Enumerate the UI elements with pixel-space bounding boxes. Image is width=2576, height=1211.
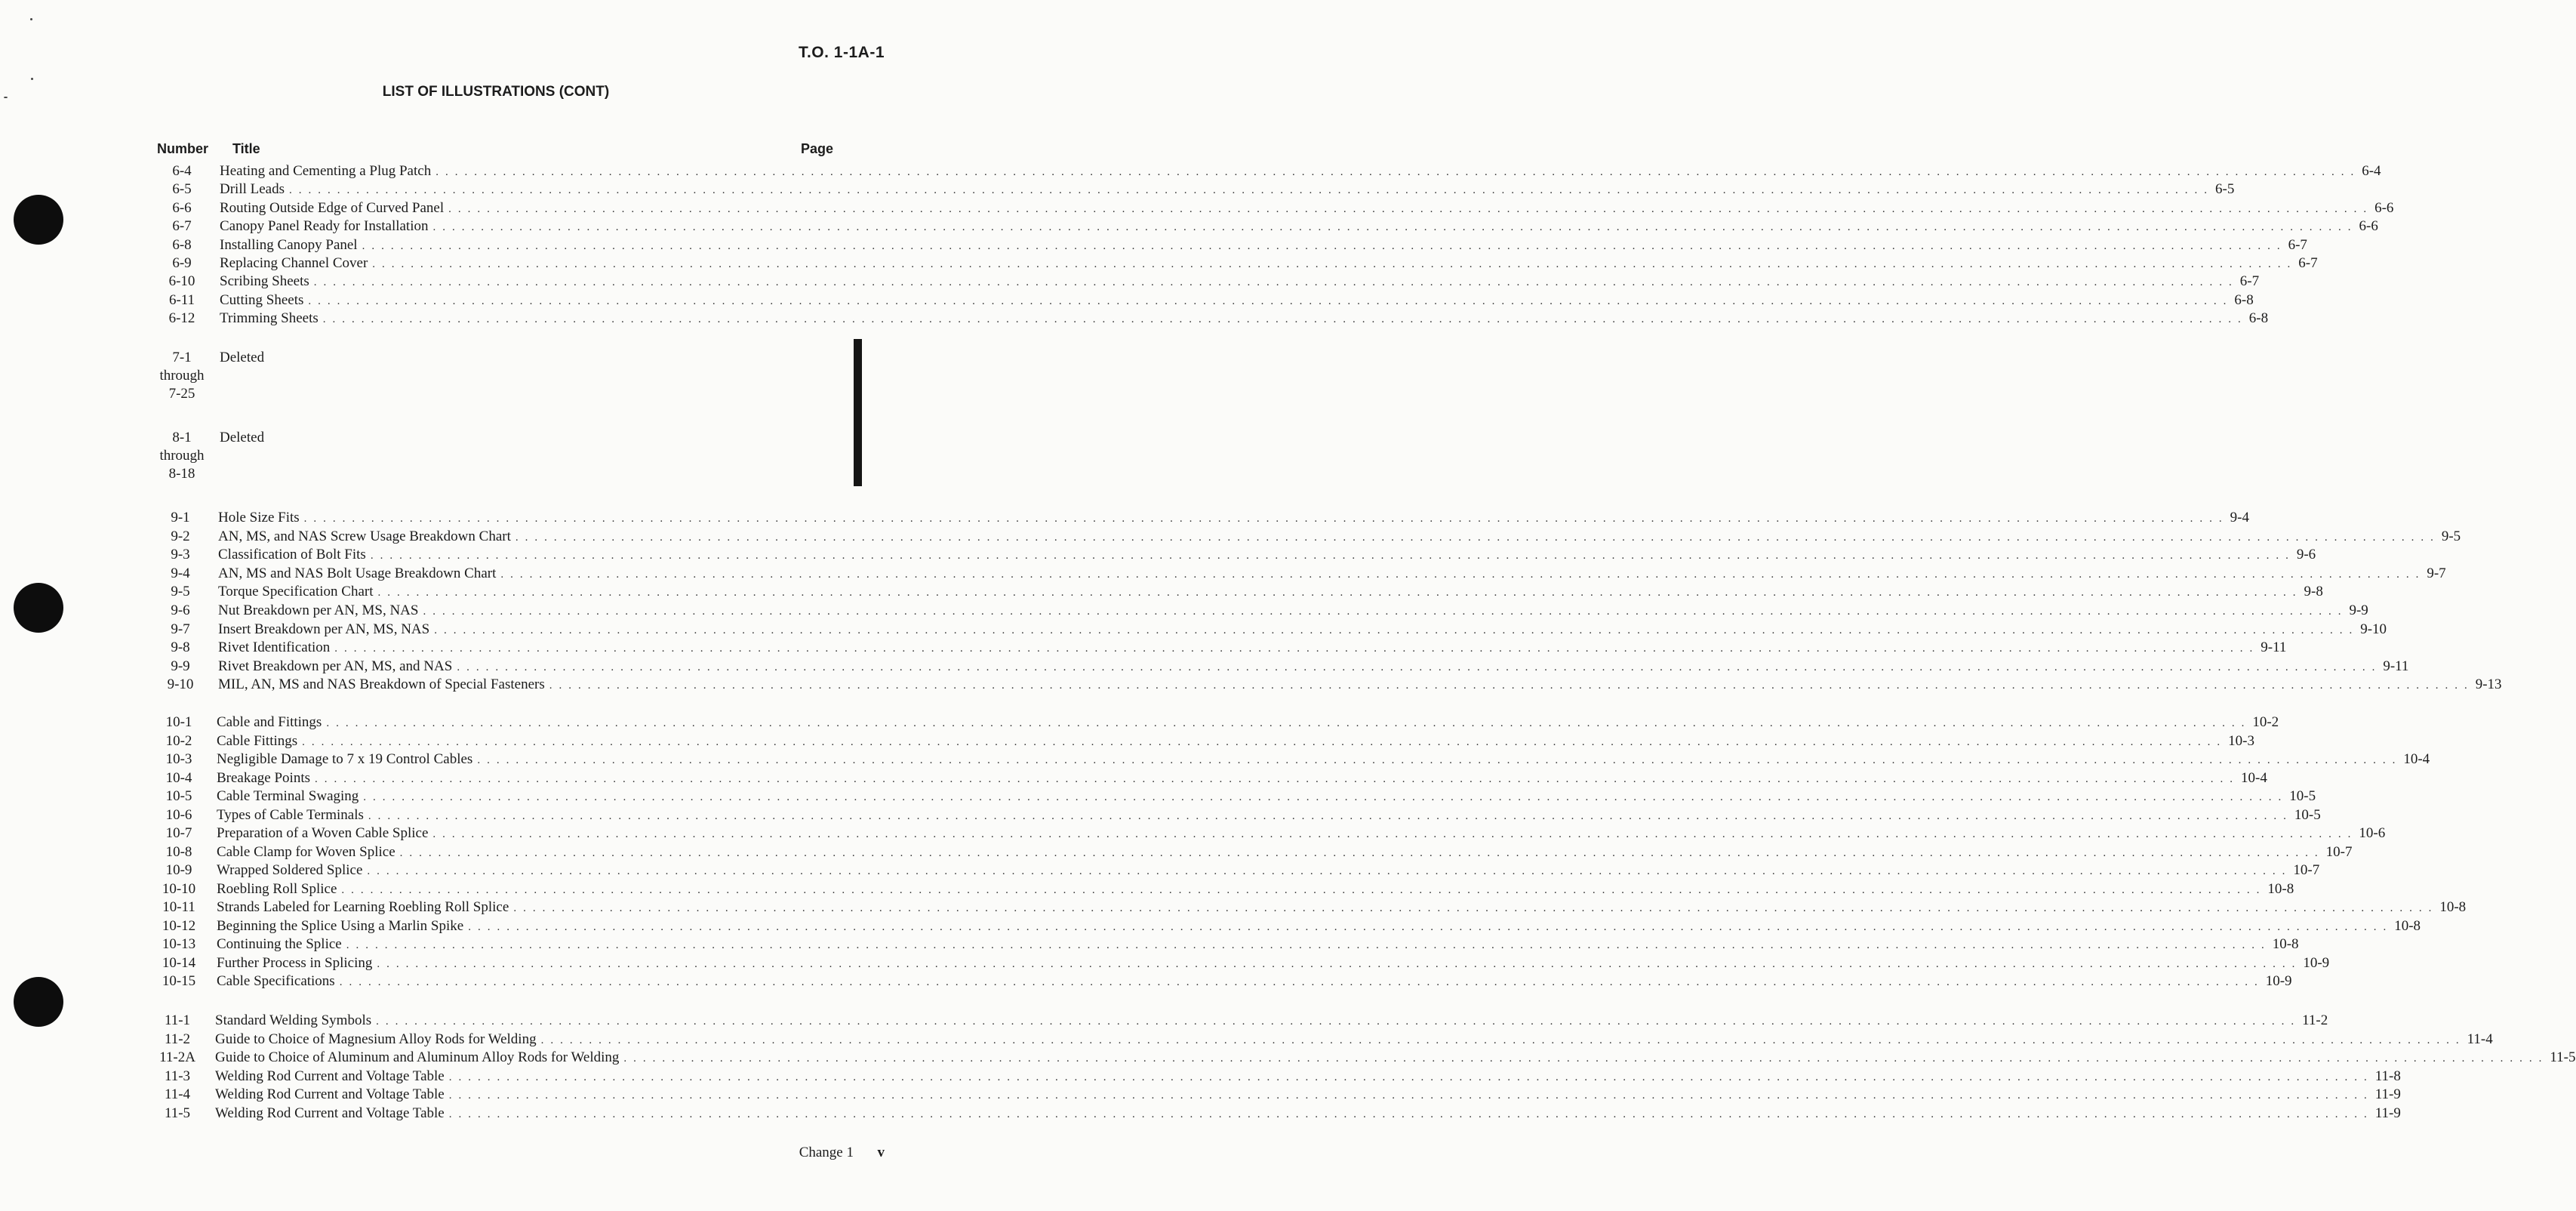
figure-title: Replacing Channel Cover — [220, 255, 368, 271]
entry-line — [220, 310, 2269, 328]
list-item — [148, 217, 2378, 236]
figure-number: 9-4 — [171, 565, 190, 581]
page-title: LIST OF ILLUSTRATIONS (CONT) — [382, 84, 610, 100]
figure-title: Routing Outside Edge of Curved Panel — [220, 199, 445, 216]
page-reference: 10-7 — [2325, 843, 2353, 860]
dot-leader: ........................................................................................................................................................................................................ — [377, 957, 2302, 970]
dot-leader: ........................................................................................................................................................................................................ — [448, 1071, 2374, 1083]
dot-leader: ........................................................................................................................................................................................................ — [623, 1052, 2549, 1065]
list-item — [143, 1086, 2401, 1104]
list-item — [146, 621, 2387, 639]
column-header-title: Title — [232, 141, 260, 156]
figure-number: 9-2 — [171, 528, 190, 544]
dot-leader: ........................................................................................................................................................................................................ — [377, 587, 2303, 599]
entry-line — [215, 1086, 2401, 1105]
list-item — [146, 639, 2287, 657]
figure-number: 11-3 — [164, 1068, 191, 1084]
entry-line — [218, 528, 2461, 547]
figure-title: Cable and Fittings — [217, 714, 322, 730]
figure-number: 6-11 — [168, 291, 195, 308]
entry-line — [217, 732, 2254, 751]
figure-title: Cable Clamp for Woven Splice — [217, 843, 395, 860]
list-item — [146, 676, 2502, 694]
range-start: 7-1 — [172, 350, 192, 365]
dot-leader: ........................................................................................................................................................................................................ — [457, 661, 2382, 673]
figure-number: 10-5 — [165, 788, 192, 804]
page-reference: 11-9 — [2374, 1105, 2401, 1121]
entry-line — [217, 824, 2386, 843]
dot-leader: ........................................................................................................................................................................................................ — [308, 294, 2233, 307]
figure-title: Preparation of a Woven Cable Splice — [217, 825, 429, 841]
figure-number: 10-15 — [162, 973, 196, 989]
entry-line — [215, 1012, 2328, 1031]
page-reference: 6-4 — [2362, 163, 2381, 179]
figure-title: Breakage Points — [217, 769, 311, 786]
list-item — [143, 1049, 2576, 1067]
page-reference: 11-5 — [2550, 1049, 2576, 1066]
figure-title: Welding Rod Current and Voltage Table — [215, 1068, 445, 1084]
figure-title: Standard Welding Symbols — [215, 1012, 372, 1028]
list-item — [145, 917, 2421, 935]
figure-number: 6-9 — [172, 255, 192, 271]
range-through: through — [159, 368, 205, 384]
figure-title: AN, MS, and NAS Screw Usage Breakdown Chart — [218, 528, 511, 544]
list-item — [148, 162, 2381, 180]
list-item — [145, 972, 2292, 991]
list-item — [148, 254, 2318, 273]
dot-leader: ........................................................................................................................................................................................................ — [500, 568, 2426, 581]
document-id: T.O. 1-1A-1 — [798, 44, 885, 61]
page-reference: 10-2 — [2252, 714, 2279, 730]
figure-number: 9-9 — [171, 658, 190, 674]
change-label: Change 1 — [799, 1145, 854, 1160]
entry-line — [218, 639, 2287, 658]
page-reference: 10-7 — [2293, 862, 2320, 878]
list-item — [146, 565, 2446, 583]
figure-number: 9-6 — [171, 602, 190, 618]
list-item — [146, 528, 2461, 546]
page-reference: 10-6 — [2359, 825, 2386, 841]
dot-leader: ........................................................................................................................................................................................................ — [448, 1089, 2374, 1102]
list-item — [145, 787, 2316, 806]
list-item — [145, 769, 2267, 787]
figure-number: 9-8 — [171, 639, 190, 656]
figure-number: 10-12 — [162, 917, 196, 934]
range-through: through — [159, 448, 205, 464]
page-reference: 6-8 — [2248, 310, 2269, 327]
dot-leader: ........................................................................................................................................................................................................ — [346, 939, 2271, 951]
list-item — [148, 291, 2254, 310]
entry-line — [217, 972, 2292, 991]
entry-line — [218, 583, 2323, 602]
range-end: 8-18 — [168, 466, 195, 482]
figure-number: 10-13 — [162, 936, 196, 952]
figure-title: Rivet Breakdown per AN, MS, and NAS — [218, 658, 453, 674]
page-reference: 6-6 — [2374, 199, 2394, 216]
entry-line — [220, 273, 2260, 291]
figure-number: 10-2 — [165, 732, 192, 749]
entry-line — [215, 1068, 2401, 1086]
page-reference: 9-10 — [2360, 621, 2387, 637]
page-reference: 6-6 — [2359, 218, 2378, 235]
dot-leader: ........................................................................................................................................................................................................ — [303, 513, 2229, 525]
dot-leader: ........................................................................................................................................................................................................ — [313, 276, 2239, 289]
dot-leader: ........................................................................................................................................................................................................ — [513, 902, 2439, 914]
entry-line — [218, 621, 2387, 639]
figure-title: Continuing the Splice — [217, 936, 342, 952]
figure-title: Classification of Bolt Fits — [218, 547, 366, 563]
entry-line — [218, 546, 2316, 565]
figure-title: Heating and Cementing a Plug Patch — [220, 163, 432, 179]
figure-title: Further Process in Splicing — [217, 954, 373, 971]
entry-line — [217, 769, 2267, 788]
list-item — [143, 1068, 2401, 1086]
dot-leader: ........................................................................................................................................................................................................ — [341, 883, 2267, 896]
list-item — [145, 954, 2330, 972]
page-reference: 11-8 — [2374, 1068, 2401, 1084]
entry-line — [218, 509, 2249, 528]
dot-leader: ........................................................................................................................................................................................................ — [399, 846, 2325, 859]
entry-line — [217, 880, 2294, 899]
entry-line — [220, 217, 2378, 236]
list-item — [148, 236, 2307, 254]
figure-title: Guide to Choice of Magnesium Alloy Rods for Welding — [215, 1031, 537, 1047]
figure-number: 6-7 — [172, 218, 192, 235]
dot-leader: ........................................................................................................................................................................................................ — [289, 184, 2214, 197]
dot-leader: ........................................................................................................................................................................................................ — [434, 624, 2359, 636]
dot-leader: ........................................................................................................................................................................................................ — [376, 1015, 2301, 1028]
entry-line — [215, 1105, 2401, 1123]
figure-number: 11-4 — [164, 1086, 191, 1103]
figure-number: 10-3 — [165, 751, 192, 767]
figure-title: Wrapped Soldered Splice — [217, 862, 363, 878]
figure-number: 9-1 — [171, 510, 190, 525]
page-reference: 10-4 — [2403, 751, 2430, 767]
figure-title: Welding Rod Current and Voltage Table — [215, 1105, 445, 1121]
figure-title: Canopy Panel Ready for Installation — [220, 218, 429, 235]
list-item — [145, 935, 2299, 954]
page-reference: 6-8 — [2234, 291, 2254, 308]
page-reference: 9-4 — [2230, 510, 2249, 525]
page-reference: 6-7 — [2298, 255, 2318, 271]
entry-line — [215, 1031, 2493, 1049]
entry-line — [220, 254, 2318, 273]
list-item — [146, 602, 2368, 620]
dot-leader: ........................................................................................................................................................................................................ — [370, 550, 2295, 562]
entry-line — [217, 843, 2353, 862]
dot-leader: ........................................................................................................................................................................................................ — [362, 239, 2287, 252]
entry-line — [220, 199, 2394, 218]
list-item — [145, 880, 2294, 898]
column-header-page: Page — [800, 141, 833, 156]
figure-number: 11-5 — [164, 1105, 191, 1121]
dot-leader: ........................................................................................................................................................................................................ — [368, 809, 2293, 822]
page-reference: 10-8 — [2267, 880, 2294, 897]
list-item — [145, 732, 2254, 750]
figure-number: 10-10 — [162, 880, 196, 897]
dot-leader: ........................................................................................................................................................................................................ — [326, 717, 2251, 729]
list-item — [146, 658, 2409, 676]
figure-number: 6-10 — [168, 273, 195, 290]
list-item — [145, 824, 2386, 843]
page-reference: 9-9 — [2349, 602, 2368, 618]
figure-title: Strands Labeled for Learning Roebling Roll Splice — [217, 899, 509, 915]
range-title: Deleted — [220, 350, 265, 365]
figure-number: 9-3 — [171, 547, 190, 563]
figure-number: 9-7 — [171, 621, 190, 637]
entry-line — [220, 180, 2235, 199]
dot-leader: ........................................................................................................................................................................................................ — [322, 313, 2248, 326]
figure-number: 9-5 — [171, 584, 190, 600]
figure-title: AN, MS and NAS Bolt Usage Breakdown Chart — [218, 565, 497, 581]
page-number: v — [877, 1145, 885, 1160]
dot-leader: ........................................................................................................................................................................................................ — [334, 642, 2260, 655]
entry-line — [220, 162, 2381, 181]
page-reference: 10-8 — [2272, 936, 2299, 952]
figure-number: 6-8 — [172, 236, 192, 253]
figure-number: 11-1 — [164, 1012, 191, 1028]
page-footer — [799, 1145, 885, 1161]
figure-title: Rivet Identification — [218, 639, 331, 656]
figure-title: Cable Terminal Swaging — [217, 788, 359, 804]
figure-number: 6-12 — [168, 310, 195, 327]
page-reference: 9-7 — [2427, 565, 2446, 581]
figure-title: Beginning the Splice Using a Marlin Spike — [217, 917, 464, 934]
page-reference: 9-11 — [2261, 639, 2287, 656]
dot-leader: ........................................................................................................................................................................................................ — [468, 920, 2393, 933]
entry-line — [217, 787, 2316, 806]
list-item — [148, 273, 2260, 291]
list-item — [145, 898, 2467, 917]
entry-line — [220, 291, 2254, 310]
dot-leader: ........................................................................................................................................................................................................ — [363, 791, 2288, 803]
list-item — [146, 583, 2323, 601]
column-header-number: Number — [157, 141, 209, 156]
page-reference: 6-5 — [2215, 181, 2235, 198]
figure-title: Insert Breakdown per AN, MS, NAS — [218, 621, 430, 637]
page-reference: 10-9 — [2303, 954, 2330, 971]
range-title: Deleted — [220, 430, 265, 445]
figure-title: Roebling Roll Splice — [217, 880, 337, 897]
page-reference: 10-5 — [2294, 806, 2321, 823]
figure-number: 10-6 — [165, 806, 192, 823]
page-reference: 6-7 — [2239, 273, 2260, 290]
dot-leader: ........................................................................................................................................................................................................ — [423, 606, 2348, 618]
dot-leader: ........................................................................................................................................................................................................ — [515, 531, 2440, 544]
page-reference: 10-3 — [2228, 732, 2254, 749]
figure-title: MIL, AN, MS and NAS Breakdown of Special Fasteners — [218, 676, 545, 693]
deleted-range — [148, 429, 374, 489]
list-item — [148, 310, 2269, 328]
figure-title: Nut Breakdown per AN, MS, NAS — [218, 602, 419, 618]
dot-leader: ........................................................................................................................................................................................................ — [477, 754, 2402, 766]
dot-leader: ........................................................................................................................................................................................................ — [432, 221, 2358, 234]
range-start: 8-1 — [172, 430, 192, 445]
entry-line — [217, 917, 2421, 936]
page-reference: 9-6 — [2296, 547, 2316, 563]
list-item — [148, 180, 2235, 199]
figure-number: 11-2A — [159, 1049, 195, 1066]
figure-title: Drill Leads — [220, 181, 285, 198]
page-reference: 9-5 — [2441, 528, 2461, 544]
figure-title: Cable Specifications — [217, 973, 335, 989]
figure-number: 9-10 — [167, 676, 194, 693]
figure-title: Guide to Choice of Aluminum and Aluminum Alloy Rods for Welding — [215, 1049, 620, 1066]
entry-line — [218, 602, 2368, 621]
figure-number: 6-5 — [172, 181, 192, 198]
list-item — [146, 509, 2249, 527]
entry-line — [218, 565, 2446, 584]
dot-leader: ........................................................................................................................................................................................................ — [448, 202, 2374, 215]
figure-title: Scribing Sheets — [220, 273, 309, 290]
entry-line — [217, 806, 2321, 825]
figure-number: 10-11 — [162, 899, 195, 915]
list-item — [145, 843, 2353, 861]
list-item — [148, 199, 2394, 217]
figure-title: Installing Canopy Panel — [220, 236, 358, 253]
list-item — [145, 713, 2279, 732]
list-item — [145, 750, 2430, 769]
figure-title: Welding Rod Current and Voltage Table — [215, 1086, 445, 1103]
page-reference: 10-5 — [2289, 788, 2316, 804]
entry-line — [217, 861, 2320, 880]
dot-leader: ........................................................................................................................................................................................................ — [367, 865, 2292, 877]
figure-number: 11-2 — [164, 1031, 191, 1047]
dot-leader: ........................................................................................................................................................................................................ — [302, 735, 2227, 748]
list-item — [143, 1105, 2401, 1123]
figure-number: 6-6 — [172, 199, 192, 216]
deleted-range — [148, 349, 374, 409]
list-item — [145, 861, 2320, 880]
figure-title: Trimming Sheets — [220, 310, 319, 327]
dot-leader: ........................................................................................................................................................................................................ — [540, 1034, 2466, 1046]
figure-number: 10-4 — [165, 769, 192, 786]
entry-line — [218, 676, 2502, 695]
list-item — [146, 546, 2316, 564]
figure-number: 10-8 — [165, 843, 192, 860]
page-reference: 10-4 — [2241, 769, 2267, 786]
figure-title: Cable Fittings — [217, 732, 298, 749]
entry-line — [217, 935, 2299, 954]
dot-leader: ........................................................................................................................................................................................................ — [549, 679, 2474, 692]
dot-leader: ........................................................................................................................................................................................................ — [339, 976, 2264, 988]
entry-line — [220, 236, 2307, 255]
figure-number: 10-1 — [165, 714, 192, 730]
page-reference: 11-9 — [2374, 1086, 2401, 1103]
page-reference: 9-8 — [2304, 584, 2323, 600]
list-item — [145, 806, 2321, 824]
page-reference: 11-4 — [2467, 1031, 2493, 1047]
range-end: 7-25 — [168, 386, 195, 402]
list-item — [143, 1031, 2493, 1049]
figure-title: Negligible Damage to 7 x 19 Control Cables — [217, 751, 473, 767]
dot-leader: ........................................................................................................................................................................................................ — [435, 166, 2361, 178]
page-reference: 10-8 — [2439, 899, 2467, 915]
figure-title: Cutting Sheets — [220, 291, 304, 308]
figure-number: 10-14 — [162, 954, 196, 971]
entry-line — [217, 898, 2467, 917]
dot-leader: ........................................................................................................................................................................................................ — [448, 1108, 2374, 1120]
figure-title: Hole Size Fits — [218, 510, 300, 525]
page-reference: 10-8 — [2394, 917, 2421, 934]
page-reference: 11-2 — [2302, 1012, 2328, 1028]
entry-line — [218, 658, 2409, 676]
entry-line — [217, 954, 2330, 973]
page-reference: 9-13 — [2475, 676, 2502, 693]
dot-leader: ........................................................................................................................................................................................................ — [315, 772, 2240, 785]
dot-leader: ........................................................................................................................................................................................................ — [432, 828, 2358, 840]
page-reference: 10-9 — [2265, 973, 2292, 989]
page-reference: 6-7 — [2288, 236, 2307, 253]
figure-number: 10-9 — [165, 862, 192, 878]
figure-title: Types of Cable Terminals — [217, 806, 364, 823]
figure-number: 6-4 — [172, 163, 192, 179]
dot-leader: ........................................................................................................................................................................................................ — [372, 258, 2297, 270]
entry-line — [215, 1049, 2576, 1068]
figure-number: 10-7 — [165, 825, 192, 841]
page-reference: 9-11 — [2383, 658, 2409, 674]
entry-line — [217, 713, 2279, 732]
figure-title: Torque Specification Chart — [218, 584, 374, 600]
list-item — [143, 1012, 2328, 1030]
entry-line — [217, 750, 2430, 769]
